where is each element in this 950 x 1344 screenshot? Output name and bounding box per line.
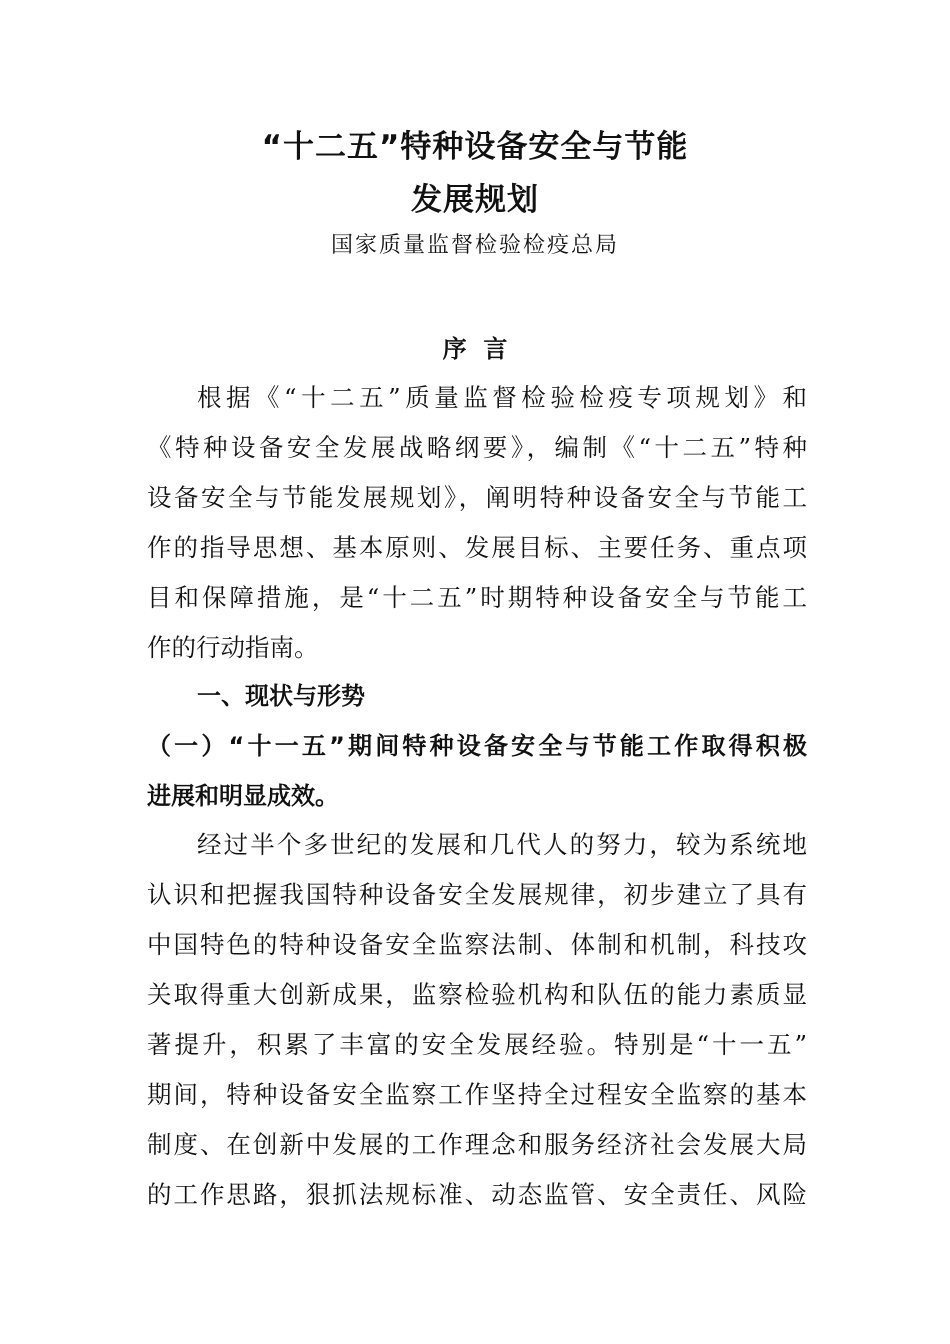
issuing-authority: 国家质量监督检验检疫总局 (330, 233, 619, 258)
section-heading: 一、现状与形势 (197, 682, 365, 710)
body-line: 期间，特种设备安全监察工作坚持全过程安全监察的基本 (147, 1080, 807, 1109)
preface-line: 目和保障措施，是“十二五”时期特种设备安全与节能工 (147, 583, 807, 612)
preface-line: 根据《“十二五”质量监督检验检疫专项规划》和 (197, 383, 807, 412)
preface-line: 《特种设备安全发展战略纲要》，编制《“十二五”特种 (147, 433, 807, 462)
body-line: 著提升，积累了丰富的安全发展经验。特别是“十一五” (147, 1030, 807, 1059)
preface-heading: 序 言 (442, 335, 508, 363)
body-line: 经过半个多世纪的发展和几代人的努力，较为系统地 (197, 830, 807, 859)
preface-line: 作的行动指南。 (147, 633, 319, 662)
body-line: 关取得重大创新成果，监察检验机构和队伍的能力素质显 (147, 980, 807, 1009)
document-title-line-1: “十二五”特种设备安全与节能 (261, 129, 689, 165)
body-line: 中国特色的特种设备安全监察法制、体制和机制，科技攻 (147, 930, 807, 959)
body-line: 制度、在创新中发展的工作理念和服务经济社会发展大局 (147, 1130, 807, 1159)
document-title-line-2: 发展规划 (411, 182, 539, 218)
preface-line: 设备安全与节能发展规划》，阐明特种设备安全与节能工 (147, 483, 807, 512)
body-line: 认识和把握我国特种设备安全发展规律，初步建立了具有 (147, 880, 807, 909)
preface-line: 作的指导思想、基本原则、发展目标、主要任务、重点项 (147, 533, 807, 562)
subsection-heading-line: （一）“十一五”期间特种设备安全与节能工作取得积极 (147, 732, 807, 760)
subsection-heading-line: 进展和明显成效。 (147, 782, 339, 810)
body-line: 的工作思路，狠抓法规标准、动态监管、安全责任、风险 (147, 1180, 807, 1209)
